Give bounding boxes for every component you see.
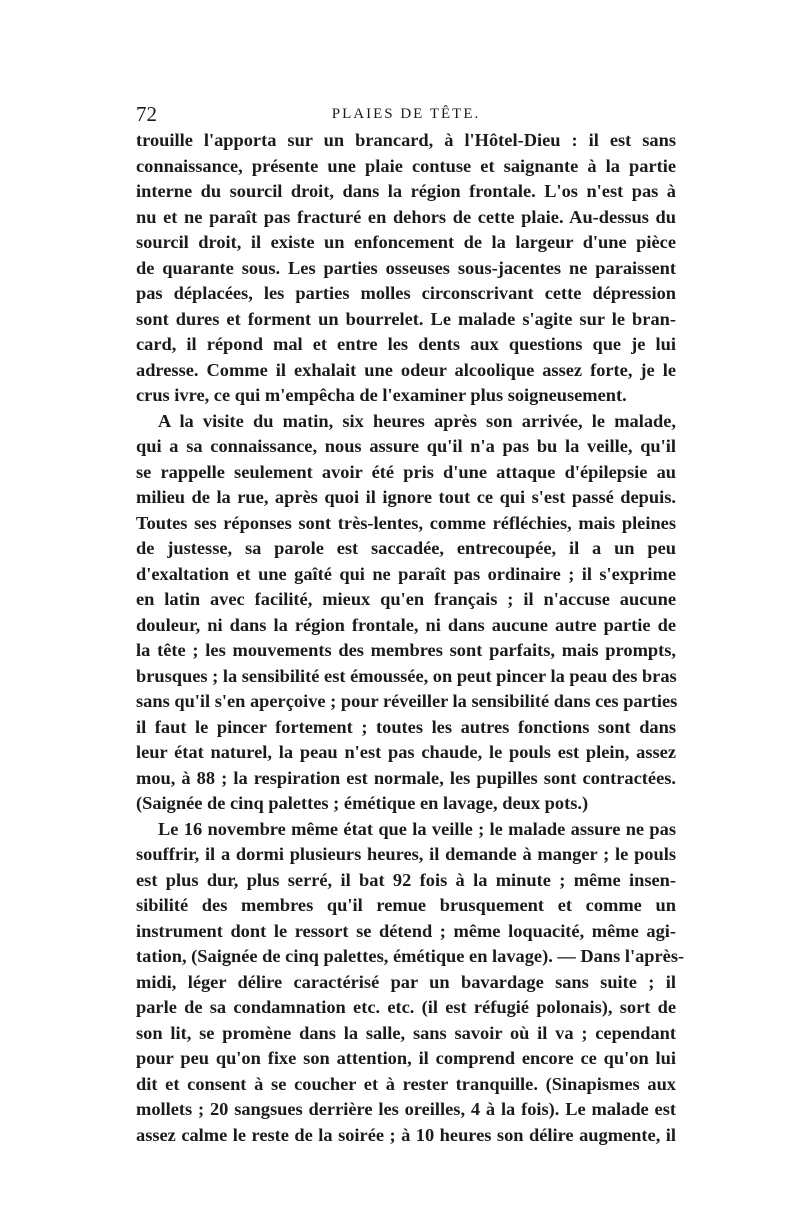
text-line: dit et consent à se coucher et à rester tranquille. (Sinapismes aux (136, 1073, 676, 1094)
text-line: card, il répond mal et entre les dents aux questions que je lui (136, 334, 676, 354)
text-line: souffrir, il a dormi plusieurs heures, il demande à manger ; le pouls (136, 844, 676, 864)
text-line: douleur, ni dans la région frontale, ni dans aucune autre partie de (136, 614, 676, 635)
text-line: sans qu'il s'en aperçoive ; pour réveiller la sensibilité dans ces parties (136, 691, 678, 711)
text-line: de quarante sous. Les parties osseuses sous-jacentes ne paraissent (136, 257, 676, 278)
text-line: assez calme le reste de la soirée ; à 10 heures son délire augmente, il (136, 1124, 676, 1145)
text-line: A la visite du matin, six heures après son arrivée, le malade, (158, 410, 676, 431)
text-line: est plus dur, plus serré, il bat 92 fois à la minute ; même insen- (136, 869, 676, 890)
body-text (136, 128, 685, 1148)
text-line: en latin avec facilité, mieux qu'en français ; il n'accuse aucune (136, 589, 676, 609)
text-line: sont dures et forment un bourrelet. Le malade s'agite sur le bran- (136, 308, 676, 329)
text-line: midi, léger délire caractérisé par un bavardage sans suite ; il (136, 971, 676, 992)
text-line: adresse. Comme il exhalait une odeur alcoolique assez forte, je le (136, 359, 676, 380)
text-line: connaissance, présente une plaie contuse et saignante à la partie (136, 155, 676, 176)
text-line: crus ivre, ce qui m'empêcha de l'examiner plus soigneusement. (136, 385, 627, 405)
text-line: qui a sa connaissance, nous assure qu'il n'a pas bu la veille, qu'il (136, 436, 676, 456)
text-line: parle de sa condamnation etc. etc. (il est réfugié polonais), sort de (136, 997, 676, 1017)
page-header (136, 100, 676, 128)
text-line: d'exaltation et une gaîté qui ne paraît pas ordinaire ; il s'exprime (136, 563, 676, 584)
text-line: tation, (Saignée de cinq palettes, émétique en lavage). — Dans l'après- (136, 946, 685, 966)
text-line: (Saignée de cinq palettes ; émétique en lavage, deux pots.) (136, 793, 589, 813)
text-line: la tête ; les mouvements des membres sont parfaits, mais prompts, (136, 640, 676, 660)
text-line: Toutes ses réponses sont très-lentes, comme réfléchies, mais pleines (136, 512, 676, 533)
text-line: se rappelle seulement avoir été pris d'une attaque d'épilepsie au (136, 461, 676, 482)
text-line: mou, à 88 ; la respiration est normale, les pupilles sont contractées. (136, 767, 676, 788)
text-line: milieu de la rue, après quoi il ignore tout ce qui s'est passé depuis. (136, 487, 676, 507)
text-line: il faut le pincer fortement ; toutes les autres fonctions sont dans (136, 716, 676, 737)
text-line: pas déplacées, les parties molles circonscrivant cette dépression (136, 283, 676, 303)
text-line: mollets ; 20 sangsues derrière les oreilles, 4 à la fois). Le malade est (136, 1099, 676, 1119)
text-line: son lit, se promène dans la salle, sans savoir où il va ; cependant (136, 1022, 676, 1043)
text-line: instrument dont le ressort se détend ; même loquacité, même agi- (136, 920, 676, 941)
text-line: trouille l'apporta sur un brancard, à l'Hôtel-Dieu : il est sans (136, 130, 676, 150)
text-line: interne du sourcil droit, dans la région frontale. L'os n'est pas à (136, 181, 676, 201)
text-line: pour peu qu'on fixe son attention, il comprend encore ce qu'on lui (136, 1048, 676, 1068)
page-number: 72 (136, 102, 157, 126)
text-line: Le 16 novembre même état que la veille ; le malade assure ne pas (158, 818, 676, 839)
text-line: leur état naturel, la peau n'est pas chaude, le pouls est plein, assez (136, 742, 676, 762)
text-line: de justesse, sa parole est saccadée, entrecoupée, il a un peu (136, 538, 676, 558)
text-line: sibilité des membres qu'il remue brusquement et comme un (136, 895, 676, 915)
text-line: brusques ; la sensibilité est émoussée, on peut pincer la peau des bras (136, 665, 677, 686)
text-line: sourcil droit, il existe un enfoncement de la largeur d'une pièce (136, 232, 676, 252)
text-line: nu et ne paraît pas fracturé en dehors de cette plaie. Au-dessus du (136, 206, 676, 227)
running-title: PLAIES DE TÊTE. (331, 106, 481, 122)
